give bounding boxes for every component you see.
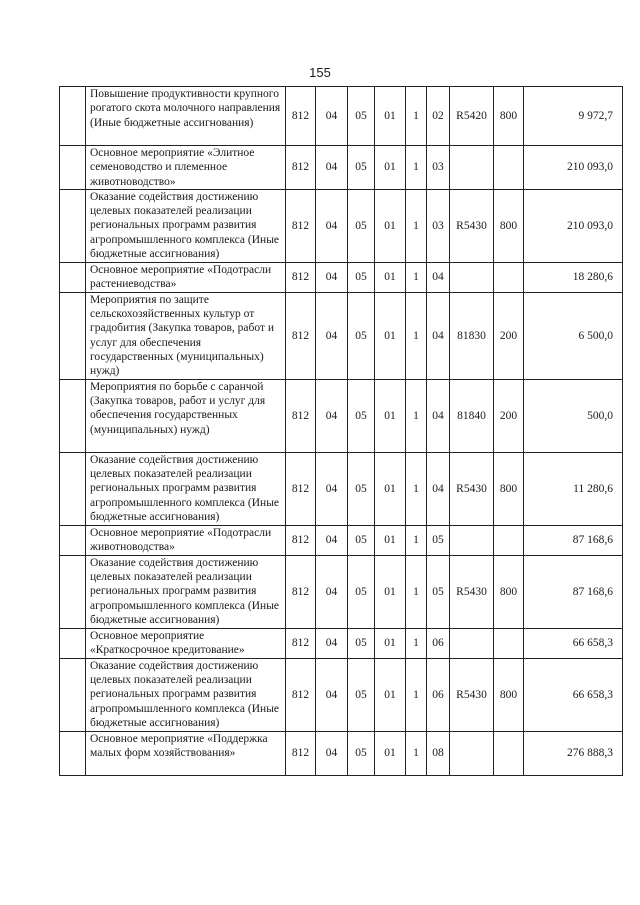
subsection-code-cell: 05 [348,628,375,658]
ministry-code-cell: 812 [286,262,316,292]
section-code-cell: 04 [316,146,348,190]
ministry-code-cell: 812 [286,658,316,731]
program-code-cell: 01 [375,87,406,146]
subsection-code-cell: 05 [348,555,375,628]
expense-type-cell [494,146,524,190]
main-activity-code-cell: 04 [427,292,450,379]
table-row [60,146,623,190]
subsection-code-cell: 05 [348,87,375,146]
program-code-cell: 01 [375,525,406,555]
program-code-cell: 01 [375,731,406,775]
row-number-cell [60,87,86,146]
program-code-cell: 01 [375,379,406,452]
amount-cell: 18 280,6 [524,262,623,292]
main-activity-code-cell: 04 [427,262,450,292]
item-name-cell: Оказание содействия достижению целевых показателей реализации региональных программ развития агропромышленного комплекса (Иные бюджетные ассигнования) [86,658,286,731]
row-number-cell [60,658,86,731]
subsection-code-cell: 05 [348,292,375,379]
amount-cell: 6 500,0 [524,292,623,379]
item-name-cell: Повышение продуктивности крупного рогатого скота молочного направления (Иные бюджетные ассигнования) [86,87,286,146]
item-name-cell: Основное мероприятие «Краткосрочное кредитование» [86,628,286,658]
subsection-code-cell: 05 [348,452,375,525]
table-row [60,525,623,555]
program-code-cell: 01 [375,189,406,262]
table-row [60,189,623,262]
subsection-code-cell: 05 [348,189,375,262]
expense-type-cell [494,731,524,775]
subprogram-code-cell: 1 [406,555,427,628]
ministry-code-cell: 812 [286,555,316,628]
amount-cell: 500,0 [524,379,623,452]
section-code-cell: 04 [316,555,348,628]
subprogram-code-cell: 1 [406,525,427,555]
table-row [60,628,623,658]
item-name-cell: Основное мероприятие «Подотрасли животноводства» [86,525,286,555]
direction-code-cell: R5430 [450,189,494,262]
program-code-cell: 01 [375,628,406,658]
ministry-code-cell: 812 [286,628,316,658]
subsection-code-cell: 05 [348,658,375,731]
item-name-cell: Основное мероприятие «Элитное семеноводство и племенное животноводство» [86,146,286,190]
item-name-cell: Оказание содействия достижению целевых показателей реализации региональных программ развития агропромышленного комплекса (Иные бюджетные ассигнования) [86,189,286,262]
section-code-cell: 04 [316,292,348,379]
row-number-cell [60,146,86,190]
amount-cell: 9 972,7 [524,87,623,146]
direction-code-cell [450,525,494,555]
row-number-cell [60,379,86,452]
row-number-cell [60,452,86,525]
section-code-cell: 04 [316,262,348,292]
item-name-cell: Оказание содействия достижению целевых показателей реализации региональных программ развития агропромышленного комплекса (Иные бюджетные ассигнования) [86,452,286,525]
section-code-cell: 04 [316,189,348,262]
row-number-cell [60,628,86,658]
row-number-cell [60,189,86,262]
expense-type-cell [494,628,524,658]
amount-cell: 87 168,6 [524,525,623,555]
table-row [60,731,623,775]
direction-code-cell [450,146,494,190]
row-number-cell [60,292,86,379]
amount-cell: 276 888,3 [524,731,623,775]
subprogram-code-cell: 1 [406,628,427,658]
expense-type-cell [494,525,524,555]
item-name-cell: Оказание содействия достижению целевых показателей реализации региональных программ развития агропромышленного комплекса (Иные бюджетные ассигнования) [86,555,286,628]
program-code-cell: 01 [375,658,406,731]
direction-code-cell: 81830 [450,292,494,379]
ministry-code-cell: 812 [286,292,316,379]
page-number: 155 [309,65,331,80]
table-row [60,452,623,525]
ministry-code-cell: 812 [286,731,316,775]
subprogram-code-cell: 1 [406,146,427,190]
row-number-cell [60,525,86,555]
amount-cell: 210 093,0 [524,146,623,190]
amount-cell: 87 168,6 [524,555,623,628]
section-code-cell: 04 [316,525,348,555]
direction-code-cell: R5430 [450,452,494,525]
subsection-code-cell: 05 [348,146,375,190]
direction-code-cell [450,262,494,292]
expense-type-cell: 800 [494,87,524,146]
amount-cell: 66 658,3 [524,658,623,731]
expense-type-cell: 800 [494,658,524,731]
program-code-cell: 01 [375,262,406,292]
table-row [60,292,623,379]
amount-cell: 11 280,6 [524,452,623,525]
subprogram-code-cell: 1 [406,189,427,262]
main-activity-code-cell: 04 [427,452,450,525]
program-code-cell: 01 [375,292,406,379]
ministry-code-cell: 812 [286,189,316,262]
table-row [60,379,623,452]
expense-type-cell: 200 [494,379,524,452]
direction-code-cell: R5420 [450,87,494,146]
subprogram-code-cell: 1 [406,87,427,146]
subprogram-code-cell: 1 [406,379,427,452]
main-activity-code-cell: 05 [427,555,450,628]
ministry-code-cell: 812 [286,87,316,146]
direction-code-cell: 81840 [450,379,494,452]
ministry-code-cell: 812 [286,452,316,525]
table-body [60,87,623,776]
amount-cell: 66 658,3 [524,628,623,658]
subprogram-code-cell: 1 [406,292,427,379]
item-name-cell: Основное мероприятие «Поддержка малых форм хозяйствования» [86,731,286,775]
row-number-cell [60,262,86,292]
section-code-cell: 04 [316,628,348,658]
main-activity-code-cell: 06 [427,658,450,731]
section-code-cell: 04 [316,658,348,731]
table-row [60,658,623,731]
program-code-cell: 01 [375,555,406,628]
ministry-code-cell: 812 [286,146,316,190]
item-name-cell: Мероприятия по защите сельскохозяйственных культур от градобития (Закупка товаров, работ и услуг для обеспечения государственных (муниципальных) нужд) [86,292,286,379]
subprogram-code-cell: 1 [406,262,427,292]
direction-code-cell: R5430 [450,555,494,628]
expense-type-cell: 800 [494,452,524,525]
expense-type-cell: 800 [494,189,524,262]
ministry-code-cell: 812 [286,525,316,555]
direction-code-cell: R5430 [450,658,494,731]
subsection-code-cell: 05 [348,731,375,775]
expense-type-cell [494,262,524,292]
table-row [60,87,623,146]
main-activity-code-cell: 02 [427,87,450,146]
main-activity-code-cell: 03 [427,189,450,262]
table-row [60,262,623,292]
section-code-cell: 04 [316,731,348,775]
subprogram-code-cell: 1 [406,658,427,731]
ministry-code-cell: 812 [286,379,316,452]
direction-code-cell [450,628,494,658]
subprogram-code-cell: 1 [406,731,427,775]
main-activity-code-cell: 03 [427,146,450,190]
main-activity-code-cell: 08 [427,731,450,775]
main-activity-code-cell: 04 [427,379,450,452]
subprogram-code-cell: 1 [406,452,427,525]
subsection-code-cell: 05 [348,262,375,292]
item-name-cell: Основное мероприятие «Подотрасли растениеводства» [86,262,286,292]
program-code-cell: 01 [375,146,406,190]
main-activity-code-cell: 06 [427,628,450,658]
direction-code-cell [450,731,494,775]
amount-cell: 210 093,0 [524,189,623,262]
subsection-code-cell: 05 [348,379,375,452]
section-code-cell: 04 [316,379,348,452]
main-activity-code-cell: 05 [427,525,450,555]
row-number-cell [60,555,86,628]
expense-type-cell: 200 [494,292,524,379]
expense-type-cell: 800 [494,555,524,628]
subsection-code-cell: 05 [348,525,375,555]
row-number-cell [60,731,86,775]
table-row [60,555,623,628]
budget-table [59,86,623,776]
item-name-cell: Мероприятия по борьбе с саранчой (Закупка товаров, работ и услуг для обеспечения государственных (муниципальных) нужд) [86,379,286,452]
section-code-cell: 04 [316,452,348,525]
section-code-cell: 04 [316,87,348,146]
program-code-cell: 01 [375,452,406,525]
